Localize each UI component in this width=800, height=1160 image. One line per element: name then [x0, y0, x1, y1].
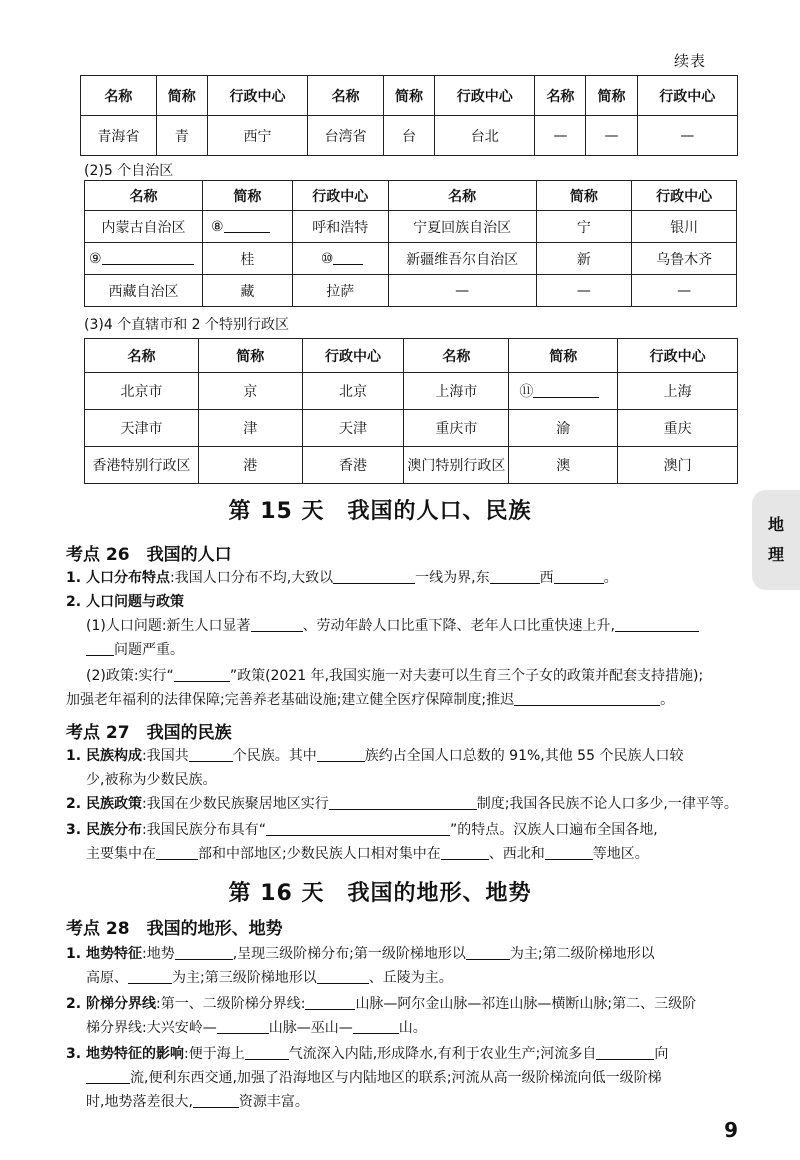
answer-blank-11[interactable]: [533, 384, 599, 398]
item-label: 民族政策: [86, 796, 142, 812]
header-cell: 简称: [586, 76, 637, 116]
blank-cell: [509, 373, 618, 410]
province-table-continued: [80, 75, 738, 156]
item-label: 地势特征: [86, 946, 142, 962]
answer-blank[interactable]: [86, 642, 114, 656]
header-cell: 简称: [198, 339, 302, 373]
table-cell: 新疆维吾尔自治区: [388, 243, 536, 275]
answer-blank-9[interactable]: [102, 251, 194, 265]
table-cell: 香港: [302, 447, 404, 484]
answer-blank[interactable]: [545, 846, 593, 860]
table-cell: —: [637, 116, 737, 156]
item-text: 时,地势落差很大,: [86, 1094, 193, 1110]
kp27-item-3-cont: [86, 844, 649, 864]
answer-blank[interactable]: [86, 1070, 130, 1084]
section-heading-municipalities: (3)4 个直辖市和 2 个特别行政区: [84, 317, 289, 333]
table-row: [85, 243, 737, 275]
item-number: 2.: [66, 594, 82, 610]
answer-blank[interactable]: [251, 618, 303, 632]
table-row: [85, 211, 737, 243]
table-cell: 上海市: [404, 373, 509, 410]
table-cell: 银川: [632, 211, 737, 243]
table-cell: 北京: [302, 373, 404, 410]
header-cell: 行政中心: [207, 76, 307, 116]
answer-blank[interactable]: [128, 970, 172, 984]
item-label: 阶梯分界线: [86, 996, 156, 1012]
answer-blank[interactable]: [156, 846, 198, 860]
answer-blank[interactable]: [514, 692, 660, 706]
municipality-table: [84, 338, 738, 484]
item-number: 2.: [66, 796, 82, 812]
table-cell: —: [388, 275, 536, 307]
table-cell: 港: [198, 447, 302, 484]
item-text: 一线为界,东: [415, 570, 490, 586]
table-cell: 宁: [536, 211, 632, 243]
kp28-title: 考点 28 我国的地形、地势: [66, 919, 283, 939]
item-text: 山脉—巫山—: [268, 1020, 353, 1036]
blank-number: ⑧: [210, 218, 224, 235]
item-text: (1)人口问题:新生人口显著: [86, 618, 251, 634]
answer-blank[interactable]: [596, 1046, 654, 1060]
item-text: :便于海上: [184, 1046, 245, 1062]
table-cell: 西宁: [207, 116, 307, 156]
item-text: ,呈现三级阶梯分布;第一级阶梯地形以: [232, 946, 466, 962]
table-cell: 渝: [509, 410, 618, 447]
answer-blank[interactable]: [490, 570, 540, 584]
table-cell: 桂: [202, 243, 292, 275]
table-cell: 澳门特别行政区: [404, 447, 509, 484]
kp26-item-2: [66, 592, 184, 612]
kp28-item-1: [66, 944, 655, 964]
answer-blank[interactable]: [217, 1020, 269, 1034]
item-text: 气流深入内陆,形成降水,有利于农业生产;河流多自: [288, 1046, 597, 1062]
header-cell: 行政中心: [292, 181, 388, 211]
item-text: 为主;第三级阶梯地形以: [172, 970, 317, 986]
answer-blank[interactable]: [466, 946, 510, 960]
item-text: 问题严重。: [114, 642, 184, 658]
answer-blank[interactable]: [353, 1020, 399, 1034]
item-text: 等地区。: [592, 846, 649, 862]
item-number: 3.: [66, 822, 82, 838]
answer-blank[interactable]: [317, 970, 369, 984]
answer-blank[interactable]: [305, 996, 355, 1010]
item-text: 山。: [398, 1020, 427, 1036]
blank-number: ⑨: [89, 250, 102, 267]
table-cell: 京: [198, 373, 302, 410]
item-label: 地势特征的影响: [86, 1046, 184, 1062]
item-text: 、丘陵为主。: [368, 970, 453, 986]
item-text: :我国在少数民族聚居地区实行: [142, 796, 329, 812]
table-cell: 香港特别行政区: [85, 447, 199, 484]
item-text: ”的特点。汉族人口遍布全国各地,: [449, 822, 658, 838]
item-text: 向: [654, 1046, 669, 1062]
table-cell: 乌鲁木齐: [632, 243, 737, 275]
answer-blank[interactable]: [615, 618, 699, 632]
kp27-item-1: [66, 746, 683, 766]
header-cell: 行政中心: [637, 76, 737, 116]
kp27-item-1-cont: 少,被称为少数民族。: [86, 772, 217, 788]
item-text: :地势: [142, 946, 175, 962]
item-number: 1.: [66, 570, 82, 586]
answer-blank[interactable]: [245, 1046, 289, 1060]
item-label: 民族构成: [86, 748, 142, 764]
table-row: [85, 410, 738, 447]
header-cell: 名称: [404, 339, 509, 373]
item-text: :我国人口分布不均,大致以: [170, 570, 334, 586]
header-cell: 名称: [535, 76, 586, 116]
day-16-title: 第 16 天 我国的地形、地势: [228, 881, 532, 906]
answer-blank[interactable]: [329, 796, 477, 810]
answer-blank[interactable]: [193, 1094, 239, 1108]
item-number: 3.: [66, 1046, 82, 1062]
header-cell: 名称: [308, 76, 384, 116]
kp26-problem-line: [86, 616, 699, 636]
header-cell: 名称: [85, 339, 199, 373]
table-cell: 津: [198, 410, 302, 447]
table-cell: —: [535, 116, 586, 156]
item-text: 制度;我国各民族不论人口多少,一律平等。: [476, 796, 738, 812]
kp26-title: 考点 26 我国的人口: [66, 545, 232, 565]
side-tab-char: 理: [767, 545, 784, 564]
answer-blank[interactable]: [441, 846, 489, 860]
table-cell: 澳门: [618, 447, 738, 484]
item-text: 高原、: [86, 970, 128, 986]
table-header-row: [81, 76, 738, 116]
table-cell: 藏: [202, 275, 292, 307]
table-cell: 新: [536, 243, 632, 275]
kp28-item-2-cont: [86, 1018, 427, 1038]
item-text: 。: [660, 692, 675, 708]
answer-blank[interactable]: [333, 570, 415, 584]
answer-blank[interactable]: [266, 822, 450, 836]
answer-blank-8[interactable]: [224, 219, 270, 233]
autonomous-region-table: [84, 180, 737, 307]
header-cell: 名称: [85, 181, 203, 211]
table-cell: 台北: [435, 116, 535, 156]
header-cell: 行政中心: [632, 181, 737, 211]
header-cell: 简称: [156, 76, 207, 116]
table-row: [85, 447, 738, 484]
item-number: 2.: [66, 996, 82, 1012]
answer-blank-10[interactable]: [333, 251, 363, 265]
answer-blank[interactable]: [174, 668, 230, 682]
day-15-title: 第 15 天 我国的人口、民族: [228, 499, 532, 524]
subject-side-tab: [752, 490, 800, 590]
table-header-row: [85, 181, 737, 211]
answer-blank[interactable]: [175, 946, 233, 960]
header-cell: 行政中心: [435, 76, 535, 116]
table-cell: 青: [156, 116, 207, 156]
table-cell: 青海省: [81, 116, 157, 156]
item-text: :我国共: [142, 748, 189, 764]
table-cell: 天津: [302, 410, 404, 447]
table-row: [85, 275, 737, 307]
item-label: 人口问题与政策: [86, 594, 184, 610]
item-text: 、劳动年龄人口比重下降、老年人口比重快速上升,: [302, 618, 616, 634]
kp27-title: 考点 27 我国的民族: [66, 723, 232, 743]
item-label: 民族分布: [86, 822, 142, 838]
kp26-policy-line: [86, 666, 703, 686]
table-cell: 天津市: [85, 410, 199, 447]
item-text: 为主;第二级阶梯地形以: [509, 946, 655, 962]
item-label: 人口分布特点: [86, 570, 170, 586]
side-tab-char: 地: [767, 515, 784, 534]
kp27-item-3: [66, 820, 658, 840]
table-cell: 上海: [618, 373, 738, 410]
table-cell: 重庆: [618, 410, 738, 447]
kp26-problem-line-2: [86, 640, 184, 660]
header-cell: 行政中心: [618, 339, 738, 373]
header-cell: 简称: [536, 181, 632, 211]
item-number: 1.: [66, 748, 82, 764]
table-cell: 北京市: [85, 373, 199, 410]
continued-label: 续表: [673, 52, 706, 70]
kp26-item-1: [66, 568, 618, 588]
item-text: 资源丰富。: [238, 1094, 309, 1110]
page-number: 9: [724, 1118, 738, 1142]
item-text: ”政策(2021 年,我国实施一对夫妻可以生育三个子女的政策并配套支持措施);: [229, 668, 704, 684]
blank-number: ⑪: [519, 384, 534, 400]
blank-cell: [202, 211, 292, 243]
table-header-row: [85, 339, 738, 373]
kp28-item-2: [66, 994, 696, 1014]
table-cell: 拉萨: [292, 275, 388, 307]
table-cell: —: [586, 116, 637, 156]
header-cell: 简称: [202, 181, 292, 211]
item-text: 族约占全国人口总数的 91%,其他 55 个民族人口较: [364, 748, 684, 764]
item-text: 西: [539, 570, 554, 586]
table-cell: —: [536, 275, 632, 307]
kp26-policy-line-2: [66, 690, 674, 710]
table-row: [81, 116, 738, 156]
header-cell: 简称: [509, 339, 618, 373]
header-cell: 简称: [383, 76, 434, 116]
kp28-item-1-cont: [86, 968, 453, 988]
table-cell: 台: [383, 116, 434, 156]
blank-cell: [85, 243, 203, 275]
answer-blank[interactable]: [317, 748, 365, 762]
item-text: 梯分界线:大兴安岭—: [86, 1020, 217, 1036]
table-cell: 重庆市: [404, 410, 509, 447]
table-cell: 宁夏回族自治区: [388, 211, 536, 243]
answer-blank[interactable]: [554, 570, 604, 584]
header-cell: 名称: [81, 76, 157, 116]
kp28-item-3-cont-2: [86, 1092, 309, 1112]
item-text: :第一、二级阶梯分界线:: [156, 996, 306, 1012]
item-text: 山脉—阿尔金山脉—祁连山脉—横断山脉;第二、三级阶: [355, 996, 697, 1012]
item-text: 部和中部地区;少数民族人口相对集中在: [198, 846, 441, 862]
table-cell: 台湾省: [308, 116, 384, 156]
answer-blank[interactable]: [189, 748, 233, 762]
item-text: :我国民族分布具有“: [142, 822, 266, 838]
item-text: 加强老年福利的法律保障;完善养老基础设施;建立健全医疗保障制度;推迟: [66, 692, 515, 708]
section-heading-autonomous-regions: (2)5 个自治区: [84, 163, 174, 179]
table-cell: 西藏自治区: [85, 275, 203, 307]
item-number: 1.: [66, 946, 82, 962]
item-text: 流,便利东西交通,加强了沿海地区与内陆地区的联系;河流从高一级阶梯流向低一级阶梯: [130, 1070, 662, 1086]
header-cell: 行政中心: [302, 339, 404, 373]
table-cell: 呼和浩特: [292, 211, 388, 243]
item-text: 。: [603, 570, 618, 586]
table-cell: 内蒙古自治区: [85, 211, 203, 243]
item-text: 个民族。其中: [232, 748, 317, 764]
header-cell: 名称: [388, 181, 536, 211]
blank-cell: [292, 243, 388, 275]
kp28-item-3: [66, 1044, 668, 1064]
item-text: (2)政策:实行“: [86, 668, 174, 684]
table-cell: —: [632, 275, 737, 307]
blank-number: ⑩: [320, 250, 334, 267]
kp28-item-3-cont: [86, 1068, 662, 1088]
table-cell: 澳: [509, 447, 618, 484]
item-text: 、西北和: [488, 846, 545, 862]
item-text: 主要集中在: [86, 846, 156, 862]
table-row: [85, 373, 738, 410]
kp27-item-2: [66, 794, 738, 814]
